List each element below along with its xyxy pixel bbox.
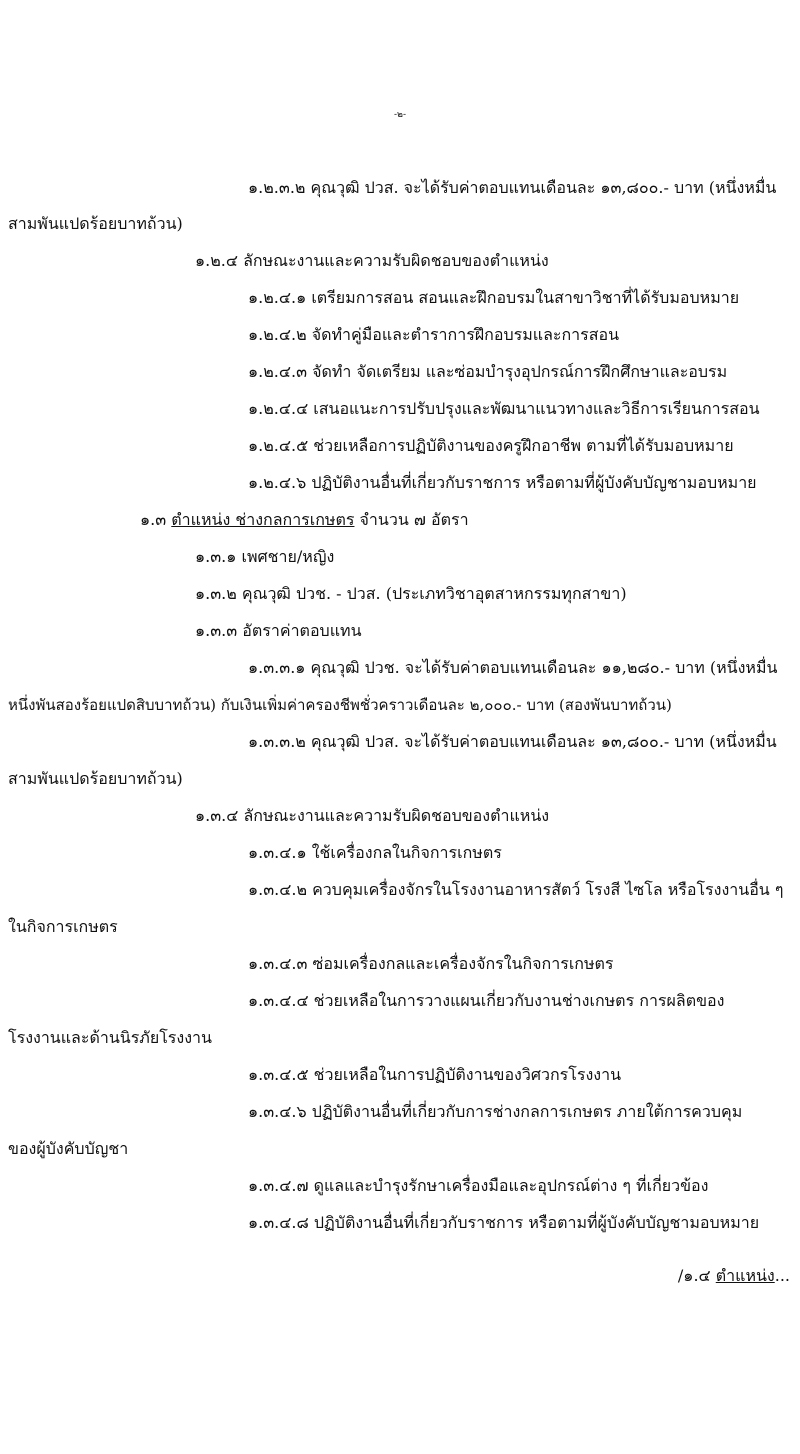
clause-1-3-4-4: ๑.๓.๔.๔ ช่วยเหลือในการวางแผนเกี่ยวกับงานช่างเกษตร การผลิตของ	[248, 991, 725, 1010]
clause-1-3-4-2-cont: ในกิจการเกษตร	[8, 917, 118, 936]
clause-1-2-4-6: ๑.๒.๔.๖ ปฏิบัติงานอื่นที่เกี่ยวกับราชการ หรือตามที่ผู้บังคับบัญชามอบหมาย	[248, 473, 757, 492]
clause-1-3-4-8: ๑.๓.๔.๘ ปฏิบัติงานอื่นที่เกี่ยวกับราชการ หรือตามที่ผู้บังคับบัญชามอบหมาย	[248, 1213, 760, 1232]
clause-1-3-1: ๑.๓.๑ เพศชาย/หญิง	[195, 547, 335, 566]
clause-1-2-4: ๑.๒.๔ ลักษณะงานและความรับผิดชอบของตำแหน่ง	[195, 251, 549, 270]
clause-1-2-4-5: ๑.๒.๔.๕ ช่วยเหลือการปฏิบัติงานของครูฝึกอาชีพ ตามที่ได้รับมอบหมาย	[248, 436, 734, 455]
clause-1-3-4-2: ๑.๓.๔.๒ ควบคุมเครื่องจักรในโรงงานอาหารสัตว์ โรงสี ไซโล หรือโรงงานอื่น ๆ	[248, 880, 784, 899]
clause-1-2-4-3: ๑.๒.๔.๓ จัดทำ จัดเตรียม และซ่อมบำรุงอุปกรณ์การฝึกศึกษาและอบรม	[248, 362, 728, 381]
page-number: -๒-	[393, 110, 406, 120]
continuation-prefix: /๑.๔	[677, 1266, 711, 1285]
clause-1-3-2: ๑.๓.๒ คุณวุฒิ ปวช. - ปวส. (ประเภทวิชาอุตสาหกรรมทุกสาขา)	[195, 584, 627, 603]
continuation-reference	[678, 1265, 790, 1287]
clause-1-3-4-4-cont: โรงงานและด้านนิรภัยโรงงาน	[8, 1028, 212, 1047]
continuation-ellipsis: ...	[774, 1266, 790, 1285]
clause-1-3-4-6: ๑.๓.๔.๖ ปฏิบัติงานอื่นที่เกี่ยวกับการช่างกลการเกษตร ภายใต้การควบคุม	[248, 1102, 743, 1121]
clause-1-2-4-2: ๑.๒.๔.๒ จัดทำคู่มือและตำราการฝึกอบรมและการสอน	[248, 325, 620, 344]
clause-1-3-4-1: ๑.๓.๔.๑ ใช้เครื่องกลในกิจการเกษตร	[248, 843, 502, 862]
clause-1-3-4: ๑.๓.๔ ลักษณะงานและความรับผิดชอบของตำแหน่ง	[195, 806, 550, 825]
clause-1-3-4-3: ๑.๓.๔.๓ ซ่อมเครื่องกลและเครื่องจักรในกิจการเกษตร	[248, 954, 614, 973]
clause-1-3-4-5: ๑.๓.๔.๕ ช่วยเหลือในการปฏิบัติงานของวิศวกรโรงงาน	[248, 1065, 621, 1084]
clause-1-3-3-2-cont: สามพันแปดร้อยบาทถ้วน)	[8, 769, 183, 788]
clause-1-2-3-2: ๑.๒.๓.๒ คุณวุฒิ ปวส. จะได้รับค่าตอบแทนเดือนละ ๑๓,๘๐๐.- บาท (หนึ่งหมื่น	[248, 178, 777, 197]
clause-1-3-3-2: ๑.๓.๓.๒ คุณวุฒิ ปวส. จะได้รับค่าตอบแทนเดือนละ ๑๓,๘๐๐.- บาท (หนึ่งหมื่น	[248, 732, 777, 751]
position-count: จำนวน ๗ อัตรา	[359, 510, 469, 529]
continuation-label: ตำแหน่ง	[715, 1266, 775, 1285]
clause-1-2-3-2-cont: สามพันแปดร้อยบาทถ้วน)	[8, 214, 183, 233]
clause-1-3-4-6-cont: ของผู้บังคับบัญชา	[8, 1139, 129, 1158]
clause-1-3-3-1: ๑.๓.๓.๑ คุณวุฒิ ปวช. จะได้รับค่าตอบแทนเดือนละ ๑๑,๒๘๐.- บาท (หนึ่งหมื่น	[248, 658, 778, 677]
position-title: ตำแหน่ง ช่างกลการเกษตร	[171, 510, 355, 529]
clause-1-2-4-1: ๑.๒.๔.๑ เตรียมการสอน สอนและฝึกอบรมในสาขาวิชาที่ได้รับมอบหมาย	[248, 288, 740, 307]
clause-1-3-3: ๑.๓.๓ อัตราค่าตอบแทน	[195, 621, 362, 640]
section-number: ๑.๓	[140, 510, 167, 529]
section-1-3-heading	[140, 509, 469, 531]
clause-1-3-4-7: ๑.๓.๔.๗ ดูแลและบำรุงรักษาเครื่องมือและอุปกรณ์ต่าง ๆ ที่เกี่ยวข้อง	[248, 1176, 709, 1195]
clause-1-2-4-4: ๑.๒.๔.๔ เสนอแนะการปรับปรุงและพัฒนาแนวทางและวิธีการเรียนการสอน	[248, 399, 760, 418]
clause-1-3-3-1-cont: หนึ่งพันสองร้อยแปดสิบบาทถ้วน) กับเงินเพิ่มค่าครองชีพชั่วคราวเดือนละ ๒,๐๐๐.- บาท (สองพันบาทถ้วน)	[8, 696, 672, 714]
